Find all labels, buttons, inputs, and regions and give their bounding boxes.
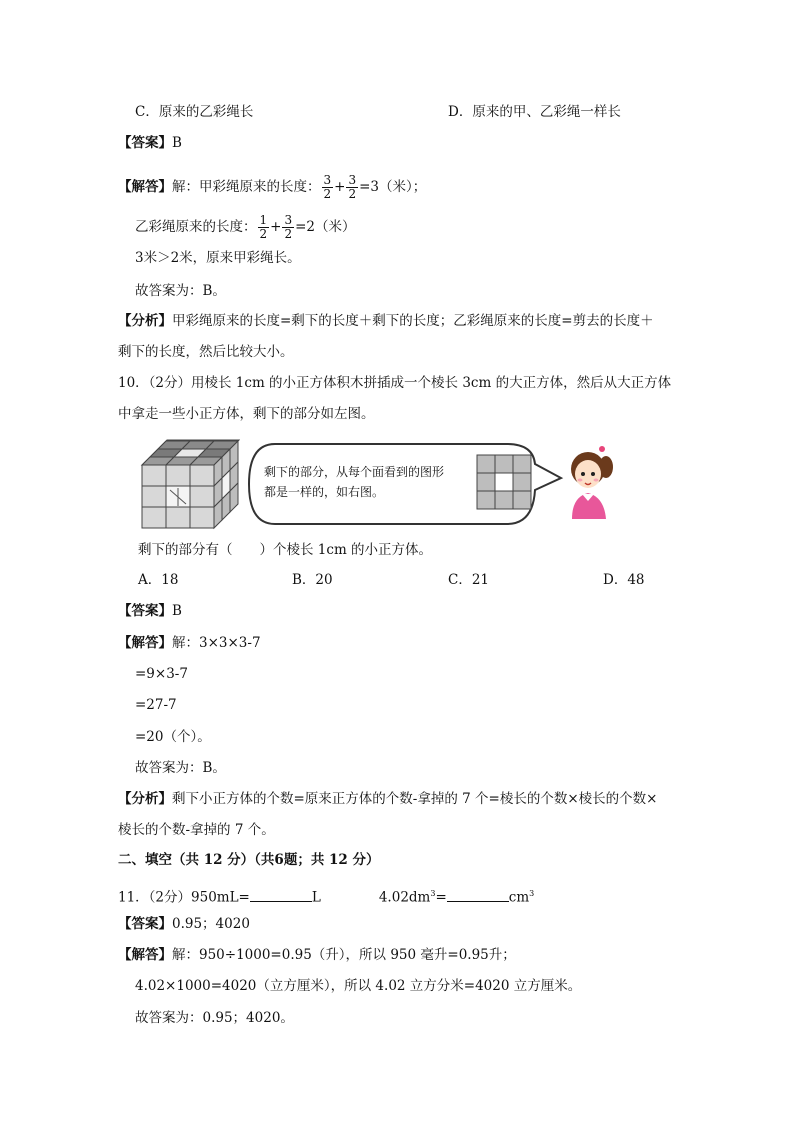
q10-stem-line-2: 中拿走一些小正方体，剩下的部分如左图。 bbox=[118, 406, 375, 422]
analysis-label: 【分析】 bbox=[118, 791, 172, 807]
q11-stem: 11．（2分）950mL= L $4.02dm^3= cm^3$ bbox=[118, 885, 534, 907]
q11-explain-line-3: 故答案为：0.95；4020。 bbox=[135, 1010, 294, 1026]
answer-label: 【答案】 bbox=[118, 135, 172, 151]
fraction: $\frac{3}{2}$ bbox=[284, 213, 293, 241]
answer-value: B bbox=[172, 135, 182, 151]
explain-line-3: 3米＞2米，原来甲彩绳长。 bbox=[135, 250, 301, 266]
explain-line-2: 乙彩绳原来的长度： $\frac{1}{2}$ + $\frac{3}{2}$ =2（米） bbox=[135, 213, 356, 241]
bubble-line-1: 剩下的部分，从每个面看到的图形 bbox=[264, 465, 445, 479]
fraction: $\frac{3}{2}$ bbox=[323, 173, 332, 201]
q10-option-a: A．18 bbox=[138, 572, 179, 588]
q10-explain-line-2: =9×3-7 bbox=[135, 666, 188, 682]
answer-label: 【答案】 bbox=[118, 916, 172, 932]
q10-explain-line-5: 故答案为：B。 bbox=[135, 760, 226, 776]
q10-option-d: D．48 bbox=[603, 572, 645, 588]
q10-stem-line-1: 10．（2分）用棱长 1cm 的小正方体积木拼插成一个棱长 3cm 的大正方体，然后从大正方体 bbox=[118, 375, 672, 391]
q10-option-b: B．20 bbox=[292, 572, 333, 588]
q10-analysis-line-1: 【分析】剩下小正方体的个数=原来正方体的个数-拿掉的 7 个=棱长的个数×棱长的个数× bbox=[118, 791, 658, 807]
section-title: 二、填空（共 12 分）（共6题；共 12 分） bbox=[118, 852, 380, 868]
q10-explain-line-3: =27-7 bbox=[135, 697, 177, 713]
explain-label: 【解答】 bbox=[118, 947, 172, 963]
explain-label: 【解答】 bbox=[118, 179, 172, 195]
q10-analysis-line-2: 棱长的个数-拿掉的 7 个。 bbox=[118, 822, 275, 838]
analysis-line-1: 【分析】甲彩绳原来的长度=剩下的长度＋剩下的长度；乙彩绳原来的长度=剪去的长度＋ bbox=[118, 313, 654, 329]
answer-line bbox=[118, 134, 182, 152]
q11-explain-line-2: 4.02×1000=4020（立方厘米），所以 4.02 立方分米=4020 立方厘米。 bbox=[135, 978, 582, 994]
answer-value: B bbox=[172, 603, 182, 619]
option-c: C．原来的乙彩绳长 bbox=[135, 104, 254, 120]
q10-option-c: C．21 bbox=[448, 572, 490, 588]
fraction: $\frac{1}{2}$ bbox=[259, 213, 268, 241]
explain-text: 解：甲彩绳原来的长度： bbox=[172, 179, 321, 195]
q10-answer-line bbox=[118, 602, 182, 620]
explain-line-1: 【解答】解：甲彩绳原来的长度： $\frac{3}{2}$ + $\frac{3}{2}$ =3（米）； bbox=[118, 173, 427, 201]
option-d: D．原来的甲、乙彩绳一样长 bbox=[448, 104, 621, 120]
fraction: $\frac{3}{2}$ bbox=[348, 173, 357, 201]
q11-answer-line bbox=[118, 915, 250, 933]
answer-blank bbox=[250, 887, 312, 902]
analysis-label: 【分析】 bbox=[118, 313, 172, 329]
girl-illustration bbox=[566, 443, 614, 519]
explain-line-4: 故答案为：B。 bbox=[135, 283, 226, 299]
answer-value: 0.95；4020 bbox=[172, 916, 250, 932]
answer-blank bbox=[447, 887, 509, 902]
answer-label: 【答案】 bbox=[118, 603, 172, 619]
face-view-grid bbox=[476, 454, 532, 510]
q10-question: 剩下的部分有（ ）个棱长 1cm 的小正方体。 bbox=[138, 542, 433, 558]
cube-figure bbox=[140, 438, 240, 530]
analysis-line-2: 剩下的长度，然后比较大小。 bbox=[118, 344, 294, 360]
explain-label: 【解答】 bbox=[118, 635, 172, 651]
q10-explain-line-4: =20（个）。 bbox=[135, 729, 211, 745]
q10-explain-line-1: 【解答】解：3×3×3-7 bbox=[118, 635, 261, 651]
q11-explain-line-1: 【解答】解：950÷1000=0.95（升），所以 950 毫升=0.95升； bbox=[118, 947, 516, 963]
bubble-line-2: 都是一样的，如右图。 bbox=[264, 485, 385, 499]
